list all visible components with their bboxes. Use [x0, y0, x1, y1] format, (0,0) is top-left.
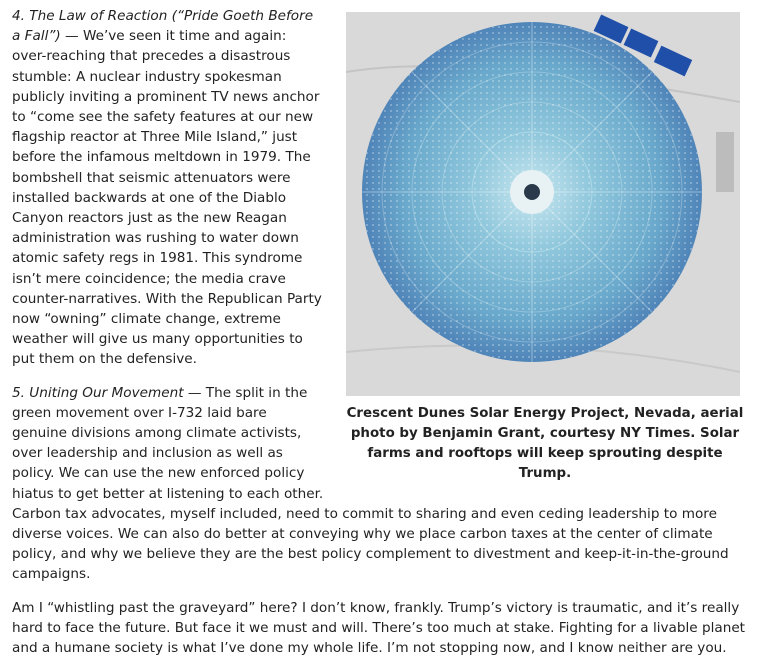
section-4-heading: 4. The Law of Reaction (“Pride Goeth Before a Fall”) [12, 8, 314, 45]
section-5-text: — The split in the green movement over I-732 laid bare genuine divisions among climate activists, over leadership and inclusion as well as policy. We can use the new enforced policy hiatus to get better at listening to each other. Carbon tax advocates, myself included, need to commit to sharing and even ceding leadership to more diverse voices. We can also do better at conveying why we place carbon taxes at the center of climate policy, and why we believe they are the best policy complement to divestment and keep-it-in-the-ground campaigns. [12, 384, 729, 583]
section-5-heading: 5. Uniting Our Movement [12, 384, 184, 401]
section-4-text: — We’ve seen it time and again: over-reaching that precedes a disastrous stumble: A nuclear industry spokesman publicly inviting a prominent TV news anchor to “come see the safety features at our new flagship reactor at Three Mile Island,” just before the infamous meltdown in 1979. The bombshell that seismic attenuators were installed backwards at one of the Diablo Canyon reactors just as the new Reagan administration was rushing to water down atomic safety regs in 1981. This syndrome isn’t mere coincidence; the media crave counter-narratives. With the Republican Party now “owning” climate change, extreme weather will give us many opportunities to put them on the defensive. [12, 28, 322, 368]
photo-figure [340, 12, 750, 484]
closing-paragraph: Am I “whistling past the graveyard” here? I don’t know, frankly. Trump’s victory is traumatic, and it’s really hard to face the future. But face it we must and will. There’s too much at stake. Fighting for a livable planet and a humane society is what I’ve done my whole life. I’m not stopping now, and I know neither are you. [12, 599, 746, 657]
aerial-solar-plant-photo [346, 12, 740, 396]
photo-caption: Crescent Dunes Solar Energy Project, Nevada, aerial photo by Benjamin Grant, courtesy NY Times. Solar farms and rooftops will keep sprouting despite Trump. [346, 406, 744, 481]
